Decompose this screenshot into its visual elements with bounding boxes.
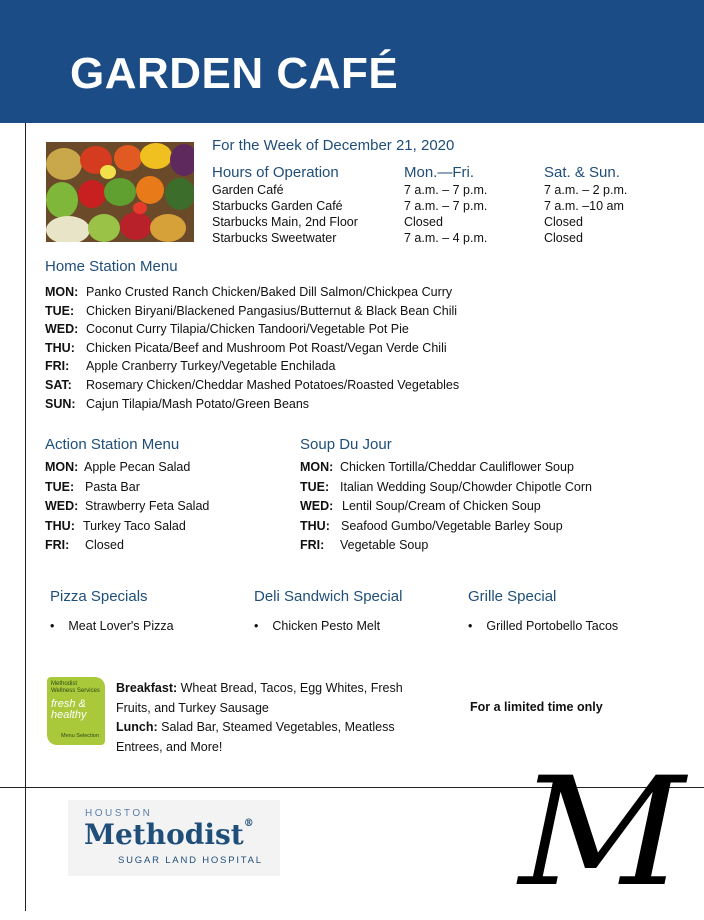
- home-station-row: [45, 397, 309, 411]
- soup-row: [300, 519, 563, 533]
- fresh-healthy-logo: [47, 677, 105, 745]
- deli-special-heading: Deli Sandwich Special: [254, 588, 403, 605]
- day-label: FRI:: [300, 538, 325, 552]
- hours-weekend: Closed: [544, 231, 583, 245]
- menu-item: Rosemary Chicken/Cheddar Mashed Potatoes/Roasted Vegetables: [86, 378, 460, 392]
- day-label: MON:: [45, 460, 79, 474]
- bullet-icon: •: [468, 619, 473, 633]
- day-label: WED:: [45, 499, 79, 513]
- day-label: SUN:: [45, 397, 76, 411]
- menu-item: Italian Wedding Soup/Chowder Chipotle Corn: [340, 480, 593, 494]
- home-station-row: [45, 378, 459, 392]
- logo-methodist-text: Methodist®: [84, 818, 254, 851]
- menu-item: Chicken Biryani/Blackened Pangasius/Butternut & Black Bean Chili: [86, 304, 458, 318]
- hours-weekday: Closed: [404, 215, 443, 229]
- day-label: TUE:: [300, 480, 330, 494]
- hours-location: Garden Café: [212, 183, 284, 197]
- home-station-row: [45, 341, 447, 355]
- menu-item: Turkey Taco Salad: [83, 519, 186, 533]
- header-banner: [0, 0, 704, 123]
- vegetables-photo: [46, 142, 194, 242]
- action-station-row: [45, 480, 140, 494]
- day-label: THU:: [45, 341, 75, 355]
- menu-item: Strawberry Feta Salad: [85, 499, 210, 513]
- limited-time-note: For a limited time only: [470, 700, 603, 714]
- hours-weekend: 7 a.m. – 2 p.m.: [544, 183, 628, 197]
- action-station-heading: Action Station Menu: [45, 436, 180, 453]
- hours-weekday: 7 a.m. – 7 p.m.: [404, 199, 488, 213]
- menu-item: Lentil Soup/Cream of Chicken Soup: [342, 499, 541, 513]
- houston-methodist-logo: [68, 800, 280, 876]
- fresh-healthy-description: [116, 679, 416, 757]
- logo-small-text: Methodist Wellness Services: [51, 681, 100, 694]
- hours-location: Starbucks Main, 2nd Floor: [212, 215, 358, 229]
- day-label: THU:: [45, 519, 75, 533]
- breakfast-text: Wheat Bread, Tacos, Egg Whites, Fresh Fruits, and Turkey Sausage: [116, 681, 403, 715]
- action-station-row: [45, 538, 124, 552]
- pizza-special-item: • Meat Lover's Pizza: [50, 619, 174, 633]
- hours-weekend: 7 a.m. –10 am: [544, 199, 624, 213]
- home-station-row: [45, 285, 452, 299]
- menu-item: Pasta Bar: [85, 480, 140, 494]
- day-label: FRI:: [45, 538, 70, 552]
- day-label: TUE:: [45, 304, 75, 318]
- logo-houston-text: HOUSTON: [85, 808, 153, 819]
- day-label: SAT:: [45, 378, 72, 392]
- soup-row: [300, 480, 592, 494]
- week-label: For the Week of December 21, 2020: [212, 137, 455, 154]
- bullet-icon: •: [254, 619, 259, 633]
- soup-row: [300, 499, 541, 513]
- menu-item: Chicken Picata/Beef and Mushroom Pot Roast/Vegan Verde Chili: [86, 341, 447, 355]
- home-station-row: [45, 322, 409, 336]
- deli-special-item: • Chicken Pesto Melt: [254, 619, 381, 633]
- menu-item: Vegetable Soup: [340, 538, 429, 552]
- methodist-monogram: M: [518, 746, 685, 920]
- page-title: GARDEN CAFÉ: [70, 49, 399, 98]
- day-label: THU:: [300, 519, 330, 533]
- soup-row: [300, 538, 428, 552]
- soup-heading: Soup Du Jour: [300, 436, 392, 453]
- action-station-row: [45, 460, 190, 474]
- menu-item: Seafood Gumbo/Vegetable Barley Soup: [341, 519, 563, 533]
- menu-item: Chicken Tortilla/Cheddar Cauliflower Soup: [340, 460, 574, 474]
- lunch-text: Salad Bar, Steamed Vegetables, Meatless Entrees, and More!: [116, 720, 395, 754]
- grille-special-item: • Grilled Portobello Tacos: [468, 619, 619, 633]
- home-station-row: [45, 359, 335, 373]
- home-station-row: [45, 304, 457, 318]
- logo-sub-text: Menu Selection: [61, 733, 99, 739]
- menu-item: Panko Crusted Ranch Chicken/Baked Dill Salmon/Chickpea Curry: [86, 285, 453, 299]
- logo-main-text: fresh & healthy: [51, 698, 87, 721]
- hours-location: Starbucks Garden Café: [212, 199, 343, 213]
- logo-hospital-text: SUGAR LAND HOSPITAL: [118, 855, 263, 866]
- day-label: TUE:: [45, 480, 75, 494]
- hours-heading: Hours of Operation: [212, 164, 339, 181]
- day-label: WED:: [300, 499, 334, 513]
- hours-location: Starbucks Sweetwater: [212, 231, 337, 245]
- action-station-row: [45, 499, 209, 513]
- home-station-heading: Home Station Menu: [45, 258, 178, 275]
- hours-weekday: 7 a.m. – 7 p.m.: [404, 183, 488, 197]
- pizza-specials-heading: Pizza Specials: [50, 588, 148, 605]
- day-label: MON:: [45, 285, 79, 299]
- day-label: FRI:: [45, 359, 70, 373]
- bullet-icon: •: [50, 619, 55, 633]
- menu-item: Apple Cranberry Turkey/Vegetable Enchilada: [86, 359, 336, 373]
- lunch-label: Lunch:: [116, 720, 158, 734]
- breakfast-label: Breakfast:: [116, 681, 178, 695]
- hours-weekday: 7 a.m. – 4 p.m.: [404, 231, 488, 245]
- menu-item: Coconut Curry Tilapia/Chicken Tandoori/Vegetable Pot Pie: [86, 322, 409, 336]
- menu-item: Cajun Tilapia/Mash Potato/Green Beans: [86, 397, 310, 411]
- hours-weekday-heading: Mon.—Fri.: [404, 164, 475, 181]
- day-label: MON:: [300, 460, 334, 474]
- grille-special-heading: Grille Special: [468, 588, 557, 605]
- left-divider: [25, 123, 26, 911]
- menu-item: Apple Pecan Salad: [84, 460, 191, 474]
- action-station-row: [45, 519, 186, 533]
- day-label: WED:: [45, 322, 79, 336]
- soup-row: [300, 460, 574, 474]
- hours-weekend: Closed: [544, 215, 583, 229]
- menu-item: Closed: [85, 538, 124, 552]
- hours-weekend-heading: Sat. & Sun.: [544, 164, 620, 181]
